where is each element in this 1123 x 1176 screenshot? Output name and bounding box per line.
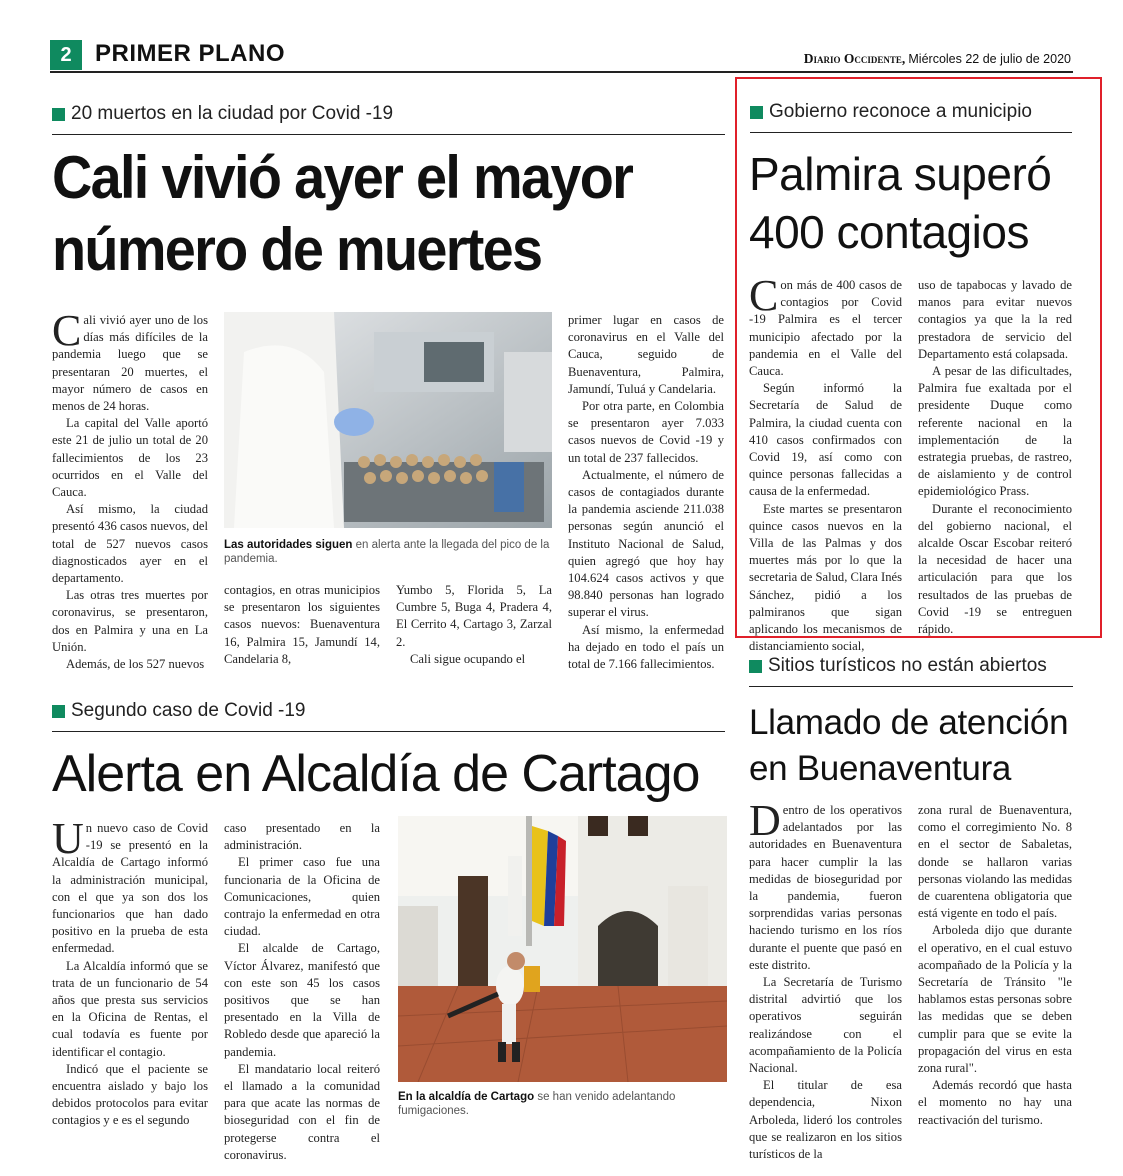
paragraph: Además, de los 527 nuevos — [66, 657, 205, 672]
paragraph: Cali sigue ocupando el — [410, 651, 526, 666]
article1-headline-line2: número de muertes — [52, 216, 542, 283]
paragraph: A pesar de las dificultades, Palmira fue exaltada por el presidente Duque como referente nacional en la implementación de la estrategia pruebas, de rastreo, de aislamiento y de control epidemiológico Prass. — [918, 364, 1072, 499]
article1-kicker-text: 20 muertos en la ciudad por Covid -19 — [71, 103, 394, 124]
article1-column-2 — [224, 582, 380, 668]
article1-photo-caption — [224, 538, 554, 566]
paragraph: Actualmente, el número de casos de contagiados durante la pandemia asciende 211.038 personas según anunció el Instituto Nacional de Salud, quien agregó que hoy hay 104.624 casos activos y que 98.840 personas han logrado superar el virus. — [568, 467, 724, 620]
article1-kicker — [52, 103, 393, 125]
article1-column-3 — [396, 582, 552, 668]
article1-dropcap: C — [52, 306, 82, 355]
article2-kicker-rule — [750, 132, 1072, 133]
paragraph: Durante el reconocimiento del gobierno nacional, el alcalde Oscar Escobar reiteró la necesidad de hacer una articulación para que los resultados de las pruebas de Covid -19 se entreguen rápido. — [918, 501, 1072, 637]
article1-headline-line1: Cali vivió ayer el mayor — [52, 144, 633, 211]
article3-column-1 — [52, 814, 208, 1130]
section-title: PRIMER PLANO — [95, 40, 286, 67]
article4-kicker — [749, 655, 1047, 677]
article4-dropcap: D — [749, 796, 781, 845]
article3-photo-caption — [398, 1090, 728, 1118]
paragraph: on más de 400 casos de contagios por Covid -19 Palmira es el tercer municipio afectado por la pandemia en el Valle del Cauca. — [749, 278, 902, 379]
article4-kicker-rule — [749, 686, 1073, 687]
page-number: 2 — [60, 43, 72, 66]
paragraph: Arboleda dijo que durante el operativo, en el cual estuvo acompañado de la Policía y la Secretaría de Tránsito "le hablamos estas personas sobre las medidas que se deben cumplir para que se evite la propagación del virus en esta zona rural". — [918, 923, 1072, 1076]
paper-name: Diario Occidente, — [803, 51, 906, 66]
article4-headline-line1: Llamado de atención — [749, 703, 1069, 742]
paragraph: n nuevo caso de Covid -19 se presentó en la Alcaldía de Cartago informó la administración municipal, con el que ya son dos los funcionarios que han dado positivo en la prueba de esta enfermedad. — [52, 821, 208, 956]
paragraph: Por otra parte, en Colombia se presentaron ayer 7.033 casos nuevos de Covid -19 y un total de 237 fallecidos. — [568, 399, 724, 465]
paragraph: Además recordó que hasta el momento no hay una reactivación del turismo. — [918, 1078, 1072, 1127]
article2-column-1 — [749, 271, 902, 655]
article2-column-2 — [918, 277, 1072, 638]
article4-column-2 — [918, 802, 1072, 1129]
paragraph: Así mismo, la ciudad presentó 436 casos nuevos, del total de 527 nuevos casos diagnosticados ayer en el departamento. — [52, 502, 208, 586]
paragraph: El primer caso fue una funcionaria de la Oficina de Comunicaciones, quien contrajo la enfermedad en otra ciudad. — [224, 855, 380, 939]
caption-text: en alerta ante la llegada del pico de la pandemia. — [224, 539, 550, 565]
caption-bold: Las autoridades siguen — [224, 539, 353, 551]
article1-kicker-rule — [52, 134, 725, 135]
article3-fumigation-photo — [398, 816, 727, 1082]
article1-lab-photo — [224, 312, 552, 528]
article4-headline — [749, 700, 1068, 792]
article3-dropcap: U — [52, 814, 84, 863]
article3-headline: Alerta en Alcaldía de Cartago — [52, 745, 700, 803]
paragraph: La Secretaría de Turismo distrital advirtió que los operativos seguirán realizándose con el acompañamiento de la Policía Nacional. — [749, 975, 902, 1076]
article2-headline-line1: Palmira superó — [749, 148, 1052, 200]
article3-kicker-rule — [52, 731, 725, 732]
article2-kicker-text: Gobierno reconoce a municipio — [769, 101, 1032, 122]
article1-column-1 — [52, 306, 208, 673]
article3-kicker — [52, 700, 306, 722]
paragraph: El mandatario local reiteró el llamado a la comunidad para que acate las normas de bioseguridad con el fin de protegerse contra el coronavirus. — [224, 1061, 380, 1162]
paragraph: El alcalde de Cartago, Víctor Álvarez, manifestó que con este son 45 los casos positivos que se han presentado en la Villa de Robledo desde que apareció la pandemia. — [224, 941, 380, 1059]
paragraph: zona rural de Buenaventura, como el corregimiento No. 8 en el sector de Sabaletas, donde se hallaron varias personas violando las medidas de cuarentena obligatoria que está vigente en todo el país. — [918, 803, 1072, 921]
paragraph: Según informó la Secretaría de Salud de Palmira, la ciudad cuenta con 410 casos confirmados con Covid 19, así como con quince personas fallecidas a causa de la enfermedad. — [749, 381, 902, 499]
article3-column-2 — [224, 820, 380, 1164]
article1-column-4 — [568, 312, 724, 673]
article2-headline — [749, 145, 1051, 261]
paragraph: Este martes se presentaron quince casos nuevos en la Villa de las Palmas y dos muertes más por lo que la secretaria de Salud, Clara Inés Sánchez, pidió a los palmiranos que sigan aplicando los mecanismos de distanciamiento social, — [749, 501, 902, 654]
paragraph: El titular de esa dependencia, Nixon Arboleda, lideró los controles que se realizaron en los sitios turísticos de la — [749, 1078, 902, 1162]
article2-dropcap: C — [749, 271, 779, 320]
paragraph: Las otras tres muertes por coronavirus, se presentaron, dos en Palmira y una en La Unión. — [52, 588, 208, 654]
paragraph: caso presentado en la administración. — [224, 821, 380, 853]
paragraph: La capital del Valle aportó este 21 de julio un total de 20 fallecimientos de los 23 ocurridos en el Valle del Cauca. — [52, 416, 208, 500]
caption-bold: En la alcaldía de Cartago — [398, 1091, 535, 1103]
paragraph: ali vivió ayer uno de los días más difíciles de la pandemia luego que se presentaran 20 muertes, el mayor número de casos en menos de 24 horas. — [52, 313, 208, 414]
header-rule — [50, 71, 1073, 73]
paragraph: Indicó que el paciente se encuentra aislado y bajo los debidos protocolos para evitar contagios y e es el segundo — [52, 1061, 208, 1128]
article1-headline — [52, 142, 684, 286]
page-number-badge — [50, 40, 82, 70]
paragraph: Así mismo, la enfermedad ha dejado en todo el país un total de 7.166 fallecimientos. — [568, 622, 724, 672]
paragraph: primer lugar en casos de coronavirus en el Valle del Cauca, seguido de Buenaventura, Palmira, Jamundí, Tuluá y Candelaria. — [568, 313, 724, 396]
edition-date: Miércoles 22 de julio de 2020 — [908, 52, 1071, 66]
paragraph: uso de tapabocas y lavado de manos para evitar nuevos contagios ya que la la red prestadora de servicio del Departamento está colapsada. — [918, 278, 1072, 361]
article4-kicker-text: Sitios turísticos no están abiertos — [768, 655, 1047, 676]
caption-text: se han venido adelantando fumigaciones. — [398, 1091, 676, 1117]
paragraph: entro de los operativos adelantados por las autoridades en Buenaventura para hacer cumplir la las medidas de bioseguridad por la pandemia, fueron sorprendidas varias personas haciendo turismo en los ríos durante el puente que pasó en este distrito. — [749, 803, 902, 972]
paragraph: contagios, en otras municipios se presentaron los siguientes casos nuevos: Buenaventura 16, Palmira 15, Jamundí 14, Candelaria 8, — [224, 583, 380, 666]
article4-headline-line2: en Buenaventura — [749, 749, 1012, 788]
article2-headline-line2: 400 contagios — [749, 206, 1029, 258]
article4-column-1 — [749, 796, 902, 1163]
masthead-dateline — [804, 51, 1071, 67]
paragraph: La Alcaldía informó que se trata de un funcionario de 54 años que presta sus servicios en la Oficina de Rentas, el cual todavía es fuente por identificar el contagio. — [52, 958, 208, 1059]
paragraph: Yumbo 5, Florida 5, La Cumbre 5, Buga 4, Pradera 4, El Cerrito 4, Cartago 3, Zarzal 2. — [396, 583, 552, 649]
article2-kicker — [750, 101, 1032, 123]
article3-kicker-text: Segundo caso de Covid -19 — [71, 700, 306, 721]
